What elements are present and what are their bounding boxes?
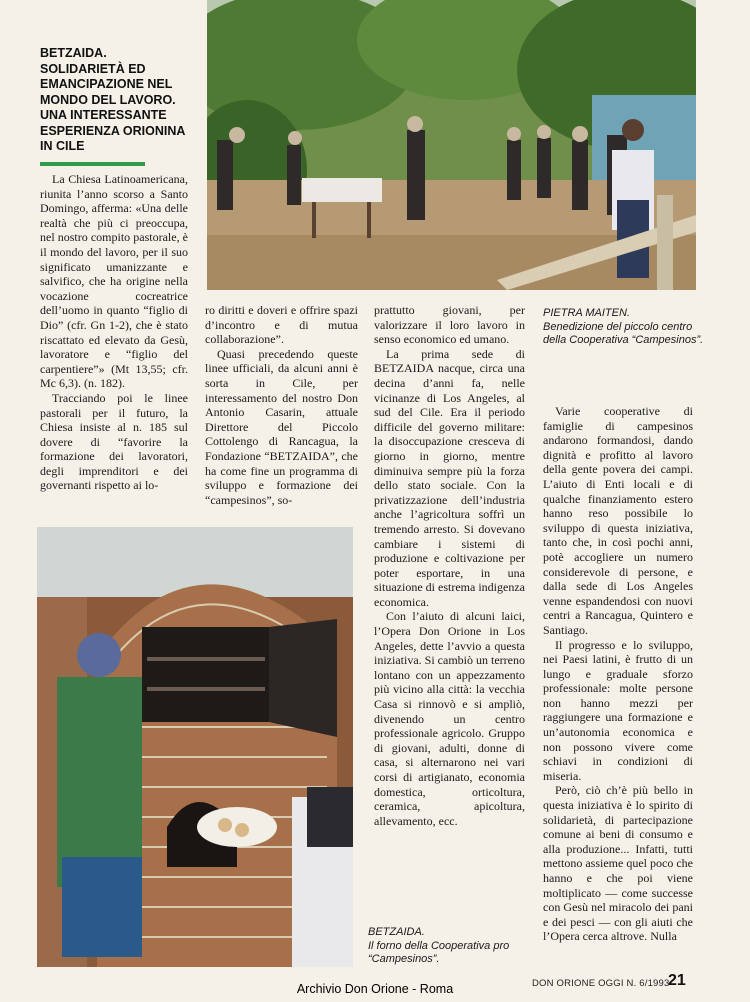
caption-bottom-photo: [368, 926, 518, 967]
caption-top-photo: [543, 307, 713, 348]
caption-top-title: PIETRA MAITEN.: [543, 307, 630, 319]
headline-line: SOLIDARIETÀ ED: [40, 61, 146, 76]
text-column-1: [40, 172, 188, 527]
page-number: 21: [668, 972, 686, 989]
paragraph: La prima sede di BETZAIDA nacque, circa una decina d’anni fa, nelle vicinanze di Los Angeles, al sud del Cile. Era il periodo difficile del governo militare: la disoccupazione cresceva di giorno in giorno, mentre diminuiva sempre più la forza dello stato sociale. Con la privatizzazione dell’industria anche l’agricoltura soffrì un tremendo arresto. Si dovevano cambiare i sistemi di produzione e coltivazione per poter esportare, in una situazione di estrema indigenza economica.: [374, 346, 525, 609]
paragraph: Il progresso e lo sviluppo, nei Paesi latini, è frutto di un lungo e graduale sforzo professionale: molte persone non hanno mezzi per raggiungere una formazione e un’autonomia economica e non possono vivere come schiavi in condizioni di miseria.: [543, 637, 693, 783]
magazine-issue-label: DON ORIONE OGGI N. 6/1993: [532, 978, 670, 989]
paragraph: Quasi precedendo queste linee ufficiali, da alcuni anni è sorta in Cile, per interessamento del nostro Don Antonio Casarin, attuale Direttore del Piccolo Cottolengo di Rancagua, la Fondazione “BETZAIDA”, che ha come fine un programma di sviluppo e formazione dei “campesinos”, so-: [205, 346, 358, 507]
text-column-4: [543, 404, 693, 971]
text-column-3: [374, 303, 525, 883]
paragraph: Però, ciò ch’è più bello in questa iniziativa è lo spirito di solidarietà, di partecipazione comune ai beni di consumo e alla produzione... Infatti, tutti mettono assieme quel poco che hanno e che poi viene moltiplicato — come successe con Gesù nel miracolo dei pani e dei pesci — con gli aiuti che l’Opera cerca altrove. Nulla: [543, 783, 693, 944]
headline-line: BETZAIDA.: [40, 46, 107, 60]
headline-line: MONDO DEL LAVORO.: [40, 92, 176, 107]
caption-bottom-text: Il forno della Cooperativa pro “Campesinos”.: [368, 939, 510, 965]
article-headline: [40, 46, 200, 155]
paragraph: Con l’aiuto di alcuni laici, l’Opera Don Orione in Los Angeles, dette l’avvio a questa iniziativa. Si cambiò un terreno lontano con un appezzamento più vicino alla città: la vecchia Casa si rinnovò e si ampliò, divenendo un centro professionale agricolo. Gruppo di giovani, adulti, donne di casa, si alternarono nei vari corsi di artigianato, economia domestica, orticoltura, ceramica, apicoltura, allevamento, ecc.: [374, 609, 525, 828]
headline-green-rule: [40, 162, 145, 166]
archive-credit: Archivio Don Orione - Roma: [296, 982, 454, 996]
headline-line: ESPERIENZA ORIONINA: [40, 123, 186, 138]
caption-bottom-title: BETZAIDA.: [368, 926, 425, 938]
text-column-2: [205, 303, 358, 518]
paragraph: Varie cooperative di famiglie di campesinos andarono formandosi, dando dignità e profitto al lavoro della gente povera dei campi. L’aiuto di Enti locali e di qualche finanziamento estero hanno reso possibile lo sviluppo di questa iniziativa, tanto che, in così pochi anni, potè accogliere un numero considerevole di persone, e dalla sede di Los Angeles venne espandendosi con nuovi centri a Rancagua, Quintero e Santiago.: [543, 404, 693, 637]
photo-brick-oven: [37, 527, 353, 967]
paragraph: ro diritti e doveri e offrire spazi d’incontro e di mutua collaborazione”.: [205, 303, 358, 347]
caption-top-text: Benedizione del piccolo centro della Cooperativa “Campesinos”.: [543, 320, 704, 346]
headline-line: IN CILE: [40, 139, 85, 153]
paragraph: prattutto giovani, per valorizzare il loro lavoro in senso economico ed umano.: [374, 303, 525, 347]
photo-blessing-gathering: [207, 0, 696, 290]
paragraph: La Chiesa Latinoamericana, riunita l’anno scorso a Santo Domingo, afferma: «Una delle realtà che più ci preoccupa, nel nostro compito pastorale, è il mondo del lavoro, per il suo significato umanizzante e salvifico, che ha origine nella vocazione cocreatrice dell’uomo in quanto “figlio di Dio” (cfr. Gn 1-2), che è stato riscattato ed elevato da Gesù, lavoratore e “figlio del carpentiere”» (Mt 13,55; cfr. Mc 6,3). (n. 182).: [40, 172, 188, 391]
headline-line: UNA INTERESSANTE: [40, 108, 167, 122]
paragraph: Tracciando poi le linee pastorali per il futuro, la Chiesa insiste al n. 185 sul dovere di “favorire la formazione dei lavoratori, degli imprenditori e dei governanti rispetto ai lo-: [40, 390, 188, 493]
headline-line: EMANCIPAZIONE NEL: [40, 77, 173, 91]
